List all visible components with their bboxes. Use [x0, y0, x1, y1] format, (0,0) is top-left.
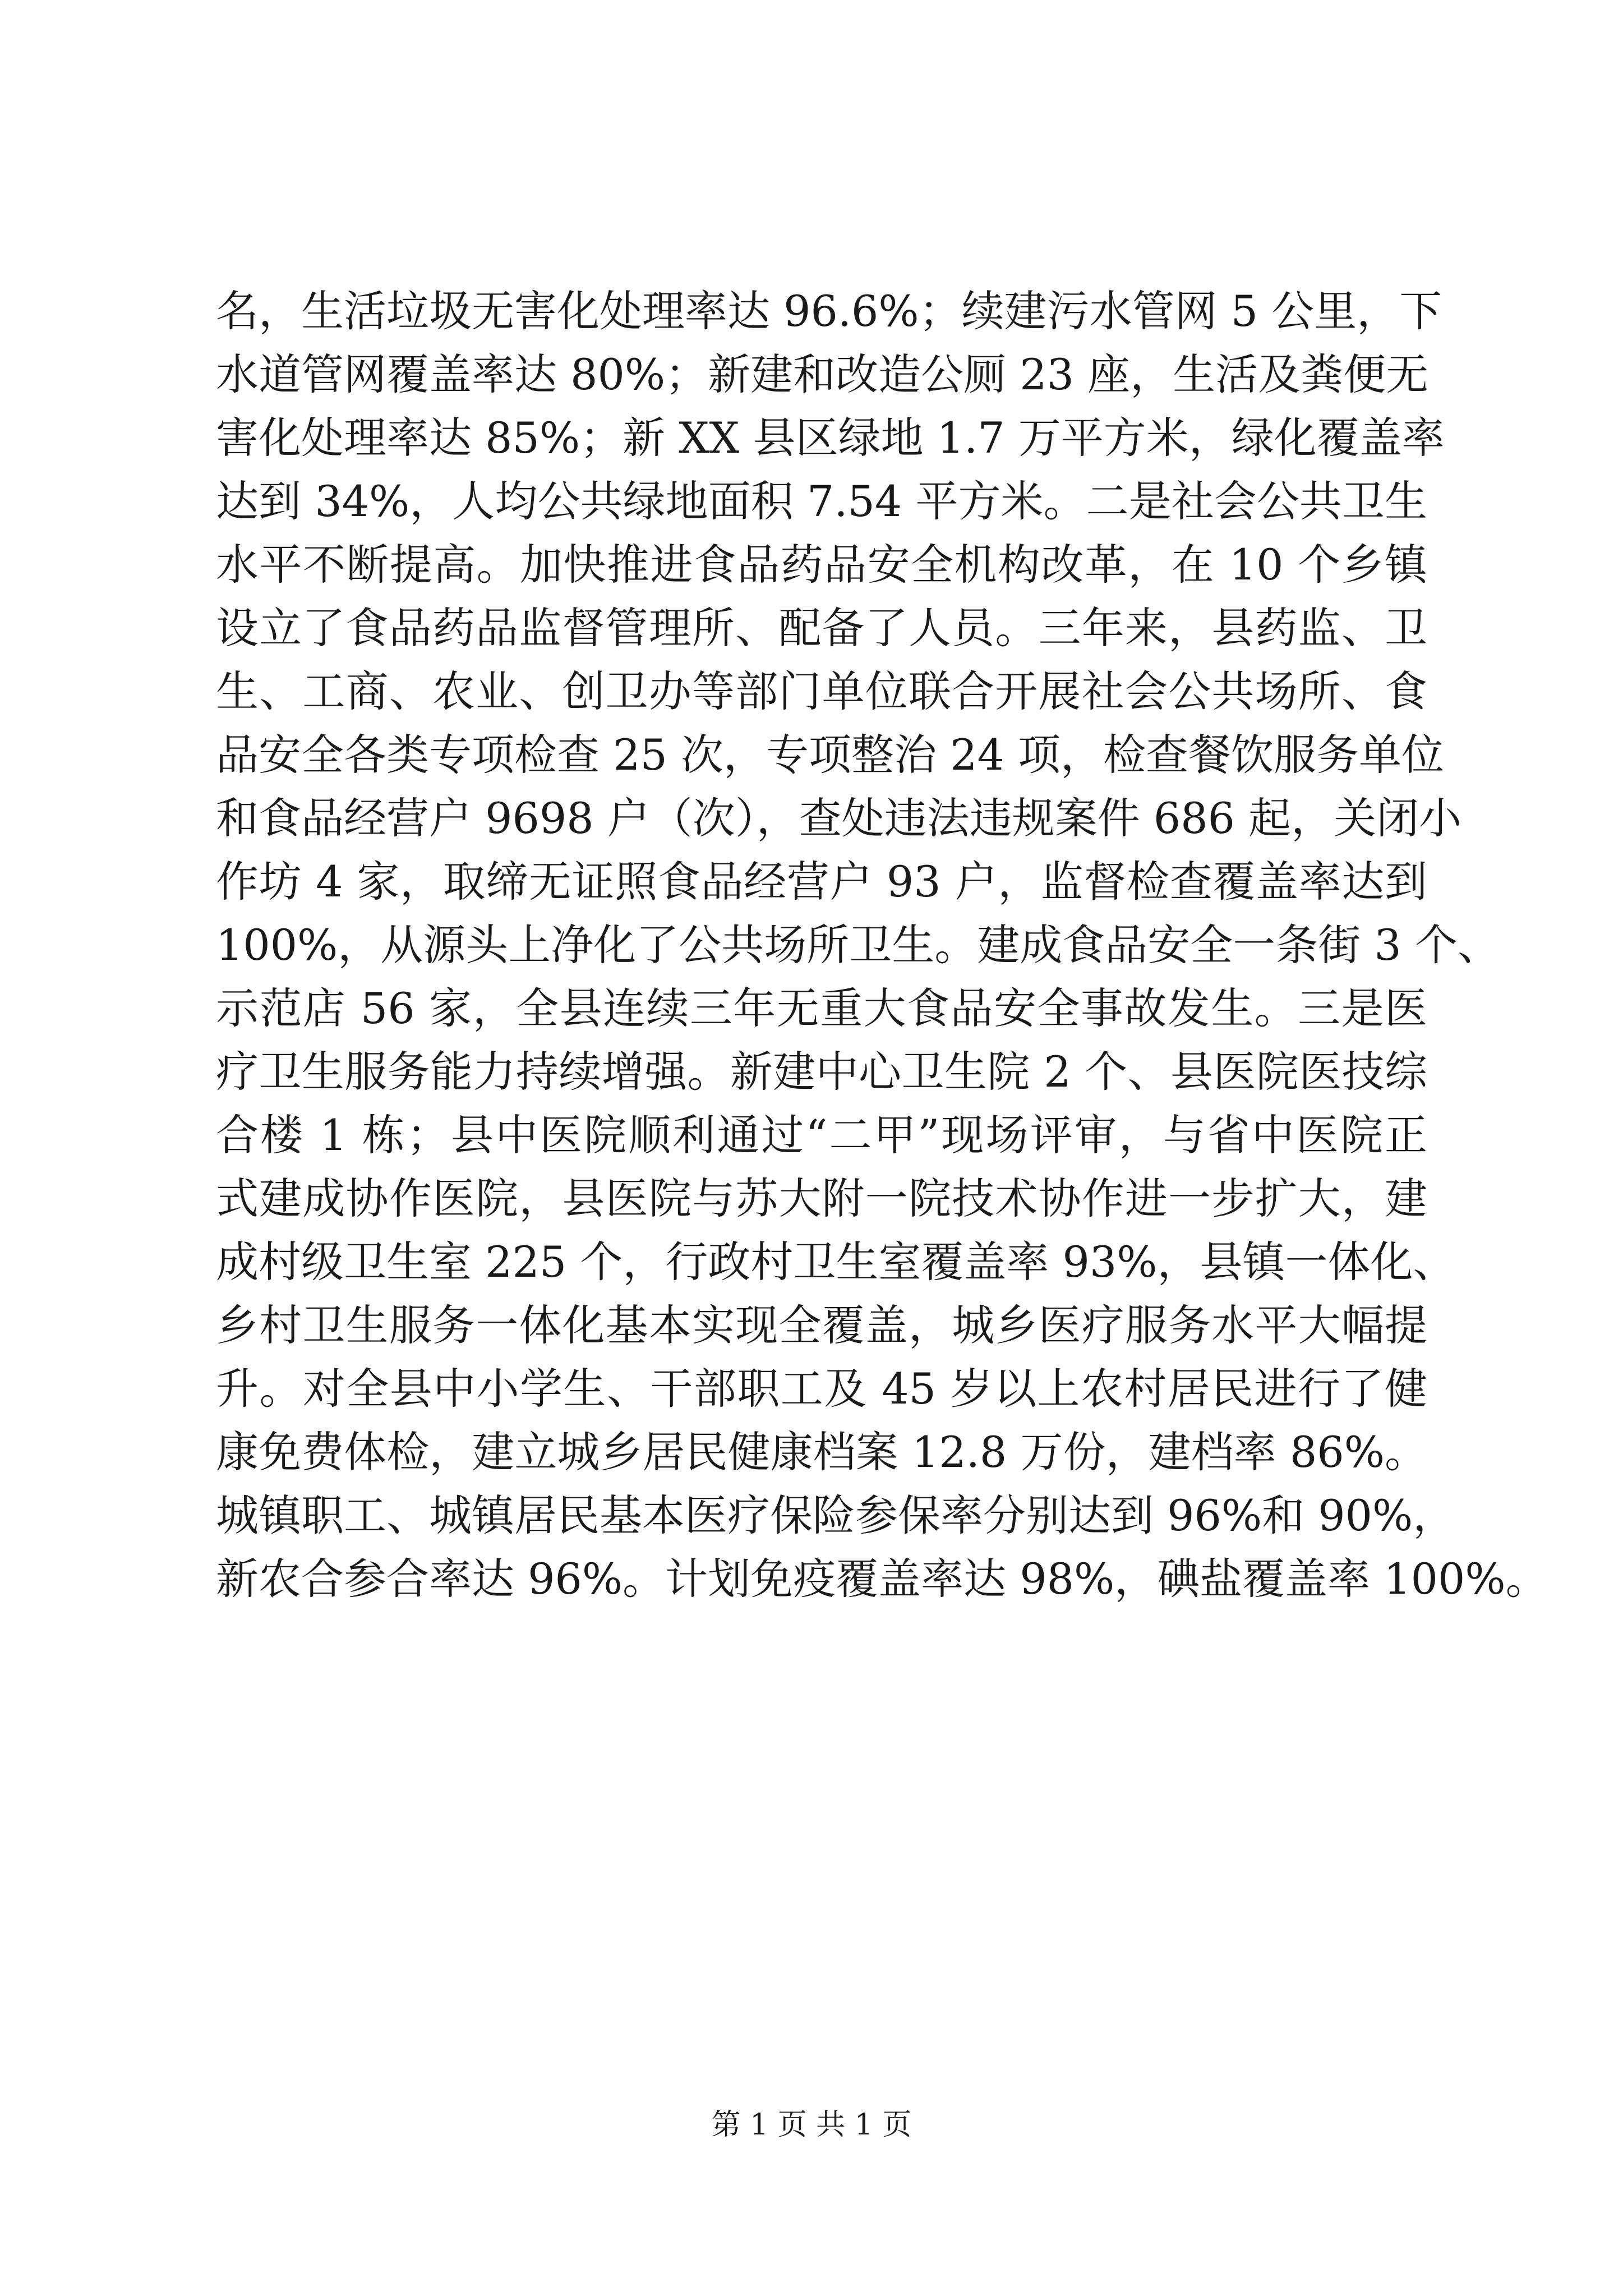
- text-line-8: 品安全各类专项检查 25 次，专项整治 24 项，检查餐饮服务单位: [216, 730, 1445, 780]
- text-line-13: 疗卫生服务能力持续增强。新建中心卫生院 2 个、县医院医技综: [216, 1047, 1427, 1097]
- body-paragraph: [216, 279, 1548, 1611]
- page-number-footer: 第 1 页 共 1 页: [711, 2108, 912, 2142]
- text-line-5: 水平不断提高。加快推进食品药品安全机构改革，在 10 个乡镇: [216, 540, 1427, 590]
- text-line-1: 名，生活垃圾无害化处理率达 96.6%；续建污水管网 5 公里，下: [216, 286, 1442, 336]
- text-line-7: 生、工商、农业、创卫办等部门单位联合开展社会公共场所、食: [216, 666, 1427, 716]
- text-line-19: 康免费体检，建立城乡居民健康档案 12.8 万份，建档率 86%。: [216, 1427, 1427, 1477]
- text-line-6: 设立了食品药品监督管理所、配备了人员。三年来，县药监、卫: [216, 603, 1427, 653]
- text-line-3: 害化处理率达 85%；新 XX 县区绿地 1.7 万平方米，绿化覆盖率: [216, 413, 1445, 463]
- text-line-10: 作坊 4 家，取缔无证照食品经营户 93 户，监督检查覆盖率达到: [216, 857, 1427, 907]
- text-line-15: 式建成协作医院，县医院与苏大附一院技术协作进一步扩大，建: [216, 1174, 1427, 1223]
- text-line-18: 升。对全县中小学生、干部职工及 45 岁以上农村居民进行了健: [216, 1364, 1427, 1414]
- text-line-9: 和食品经营户 9698 户（次），查处违法违规案件 686 起，关闭小: [216, 793, 1462, 843]
- text-line-11: 100%，从源头上净化了公共场所卫生。建成食品安全一条街 3 个、: [216, 920, 1500, 970]
- text-line-17: 乡村卫生服务一体化基本实现全覆盖，城乡医疗服务水平大幅提: [216, 1300, 1427, 1350]
- text-line-20: 城镇职工、城镇居民基本医疗保险参保率分别达到 96%和 90%，: [216, 1490, 1456, 1540]
- text-line-14: 合楼 1 栋；县中医院顺利通过“二甲”现场评审，与省中医院正: [216, 1110, 1427, 1160]
- text-line-21: 新农合参合率达 96%。计划免疫覆盖率达 98%，碘盐覆盖率 100%。: [216, 1554, 1548, 1604]
- text-line-4: 达到 34%，人均公共绿地面积 7.54 平方米。二是社会公共卫生: [216, 476, 1427, 526]
- text-line-16: 成村级卫生室 225 个，行政村卫生室覆盖率 93%，县镇一体化、: [216, 1237, 1456, 1287]
- text-line-2: 水道管网覆盖率达 80%；新建和改造公厕 23 座，生活及粪便无: [216, 349, 1429, 399]
- text-line-12: 示范店 56 家，全县连续三年无重大食品安全事故发生。三是医: [216, 983, 1427, 1033]
